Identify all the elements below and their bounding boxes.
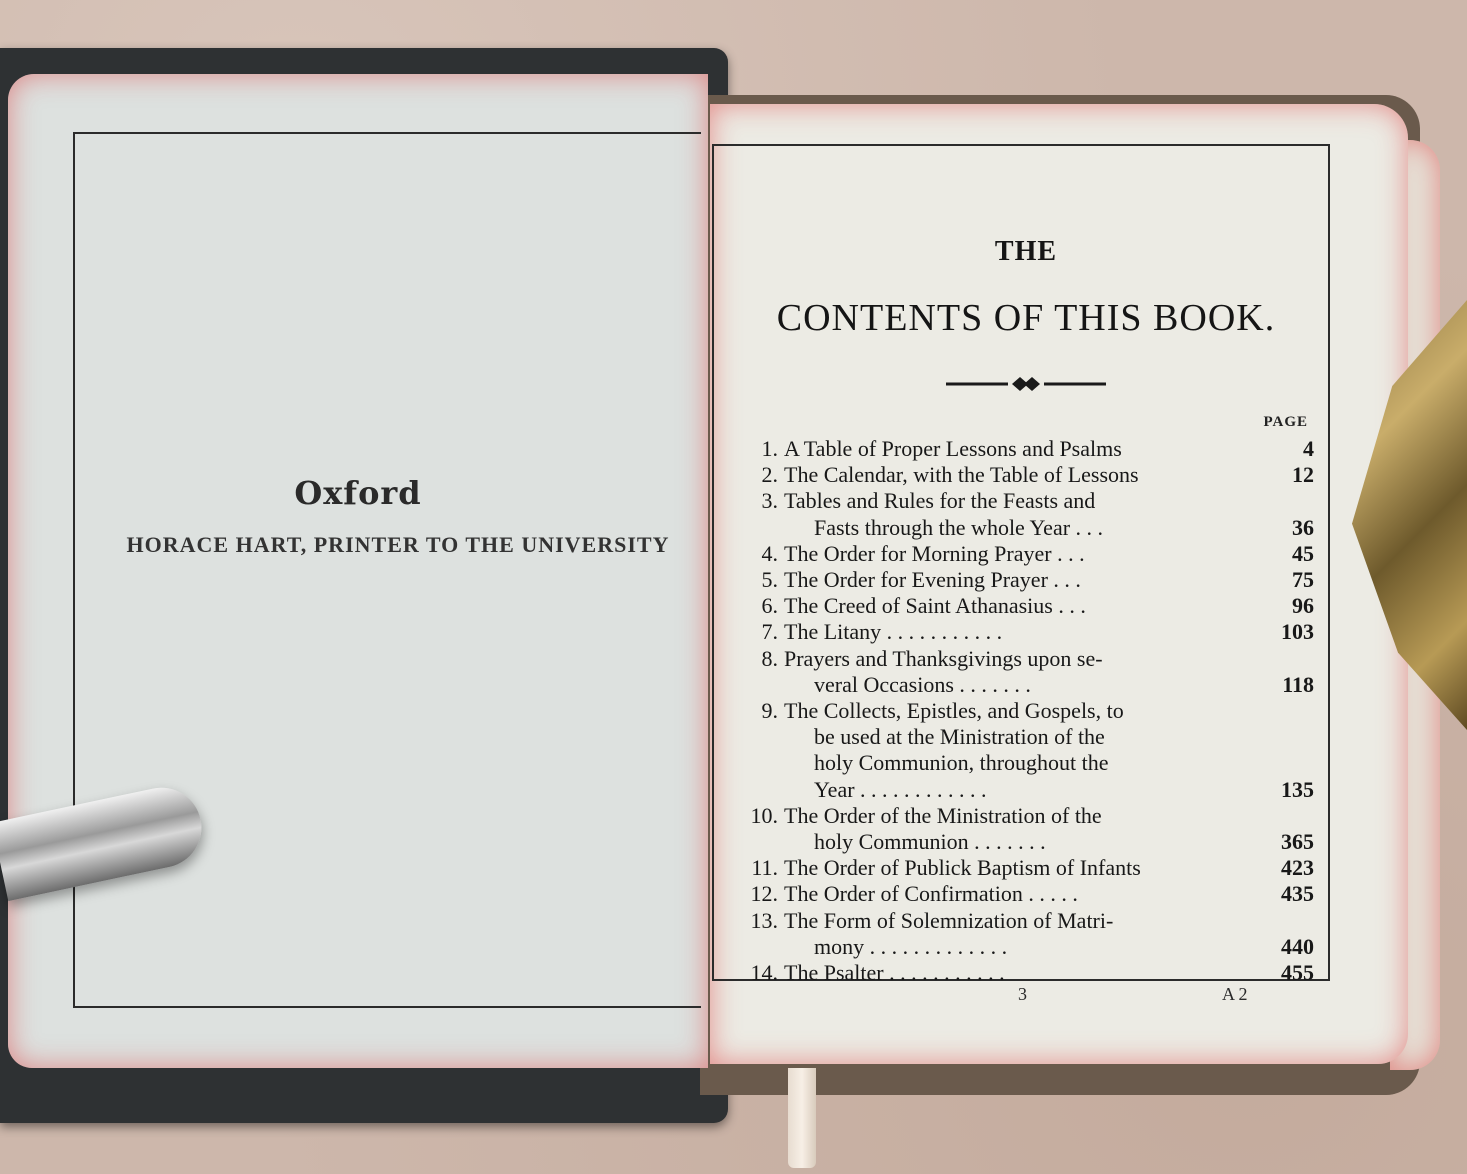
folio-number: 3	[1018, 984, 1027, 1004]
contents-list	[728, 436, 1314, 986]
toc-entry-title: The Form of Solemnization of Matri-	[784, 907, 1114, 933]
imprint-city: Oxford	[294, 474, 422, 512]
toc-entry-title: The Order of Confirmation . . . . .	[784, 881, 1078, 907]
toc-entry-page: 45	[1292, 540, 1314, 566]
toc-entry-number: 13.	[750, 907, 778, 933]
toc-entry-title: Prayers and Thanksgivings upon se-	[784, 645, 1103, 671]
toc-entry-number: 1.	[761, 436, 778, 461]
toc-entry-line	[728, 908, 1314, 934]
toc-entry-page: 365	[1281, 829, 1314, 855]
toc-entry-title: The Order for Evening Prayer . . .	[784, 567, 1081, 593]
toc-entry-number: 11.	[751, 855, 778, 881]
toc-entry-line	[728, 829, 1314, 855]
toc-entry-title: The Order for Morning Prayer . . .	[784, 540, 1085, 566]
toc-entry-title: holy Communion . . . . . . .	[814, 829, 1046, 855]
toc-entry-page: 435	[1281, 881, 1314, 907]
toc-entry-number: 12.	[750, 881, 778, 907]
toc-entry-number: 5.	[761, 567, 778, 593]
toc-entry-title: Fasts through the whole Year . . .	[814, 514, 1104, 540]
toc-entry-line	[728, 567, 1314, 593]
toc-entry-line	[728, 541, 1314, 567]
toc-entry-number: 10.	[750, 802, 778, 828]
title-line-1: THE	[994, 236, 1058, 267]
toc-entry-page: 118	[1282, 671, 1314, 697]
toc-entry-title: The Order of the Ministration of the	[784, 802, 1102, 828]
toc-entry-title: The Litany . . . . . . . . . . .	[784, 619, 1003, 645]
toc-entry-page: 96	[1292, 593, 1314, 619]
toc-entry-title: Tables and Rules for the Feasts and	[784, 488, 1096, 514]
toc-entry-title: The Calendar, with the Table of Lessons	[784, 462, 1139, 488]
toc-entry-page: 75	[1292, 567, 1314, 593]
toc-entry-line	[728, 646, 1314, 672]
toc-entry-line	[728, 436, 1314, 462]
toc-entry-number: 3.	[761, 488, 778, 514]
toc-entry-number: 14.	[750, 960, 778, 986]
toc-entry-line	[728, 619, 1314, 645]
toc-entry-page: 455	[1281, 960, 1314, 986]
toc-entry-page: 12	[1292, 462, 1314, 488]
toc-entry-line	[728, 777, 1314, 803]
toc-entry-line	[728, 960, 1314, 986]
toc-entry-title: veral Occasions . . . . . . .	[814, 671, 1031, 697]
toc-entry-line	[728, 593, 1314, 619]
toc-entry-title: holy Communion, throughout the	[814, 750, 1109, 776]
toc-entry-title: Year . . . . . . . . . . . .	[814, 776, 987, 802]
toc-entry-number: 8.	[761, 645, 778, 671]
toc-entry-page: 440	[1281, 933, 1314, 959]
toc-entry-line	[728, 672, 1314, 698]
toc-entry-page: 423	[1281, 855, 1314, 881]
toc-entry-title: The Collects, Epistles, and Gospels, to	[784, 698, 1124, 724]
imprint-printer: HORACE HART, PRINTER TO THE UNIVERSITY	[126, 532, 670, 557]
right-page	[710, 104, 1408, 1064]
toc-entry-title: The Order of Publick Baptism of Infants	[784, 855, 1141, 881]
left-page	[8, 74, 708, 1068]
toc-entry-line	[728, 488, 1314, 514]
toc-entry-page: 135	[1281, 776, 1314, 802]
toc-entry-line	[728, 462, 1314, 488]
toc-entry-title: A Table of Proper Lessons and Psalms	[784, 436, 1122, 461]
toc-entry-number: 9.	[761, 698, 778, 724]
toc-entry-number: 7.	[761, 619, 778, 645]
toc-entry-line	[728, 698, 1314, 724]
toc-entry-page: 4	[1303, 436, 1314, 461]
toc-entry-line	[728, 515, 1314, 541]
toc-entry-number: 2.	[761, 462, 778, 488]
toc-entry-line	[728, 803, 1314, 829]
ribbon-bookmark[interactable]	[788, 1068, 816, 1168]
title-line-2: CONTENTS OF THIS BOOK.	[776, 297, 1276, 339]
left-page-frame	[73, 132, 701, 1008]
signature-mark: A 2	[1222, 984, 1248, 1004]
toc-entry-line	[728, 855, 1314, 881]
double-diamond-rule-icon	[946, 372, 1106, 396]
toc-entry-title: be used at the Ministration of the	[814, 724, 1105, 750]
page-column-label: PAGE	[1263, 414, 1308, 430]
toc-entry-title: The Psalter . . . . . . . . . . .	[784, 960, 1005, 986]
toc-entry-line	[728, 750, 1314, 776]
toc-entry-number: 4.	[761, 540, 778, 566]
toc-entry-line	[728, 881, 1314, 907]
toc-entry-page: 36	[1292, 514, 1314, 540]
right-page-frame	[712, 144, 1330, 986]
toc-entry-title: mony . . . . . . . . . . . . .	[814, 933, 1008, 959]
toc-entry-line	[728, 724, 1314, 750]
toc-entry-page: 103	[1281, 619, 1314, 645]
toc-entry-number: 6.	[761, 593, 778, 619]
toc-entry-line	[728, 934, 1314, 960]
toc-entry-title: The Creed of Saint Athanasius . . .	[784, 593, 1086, 619]
